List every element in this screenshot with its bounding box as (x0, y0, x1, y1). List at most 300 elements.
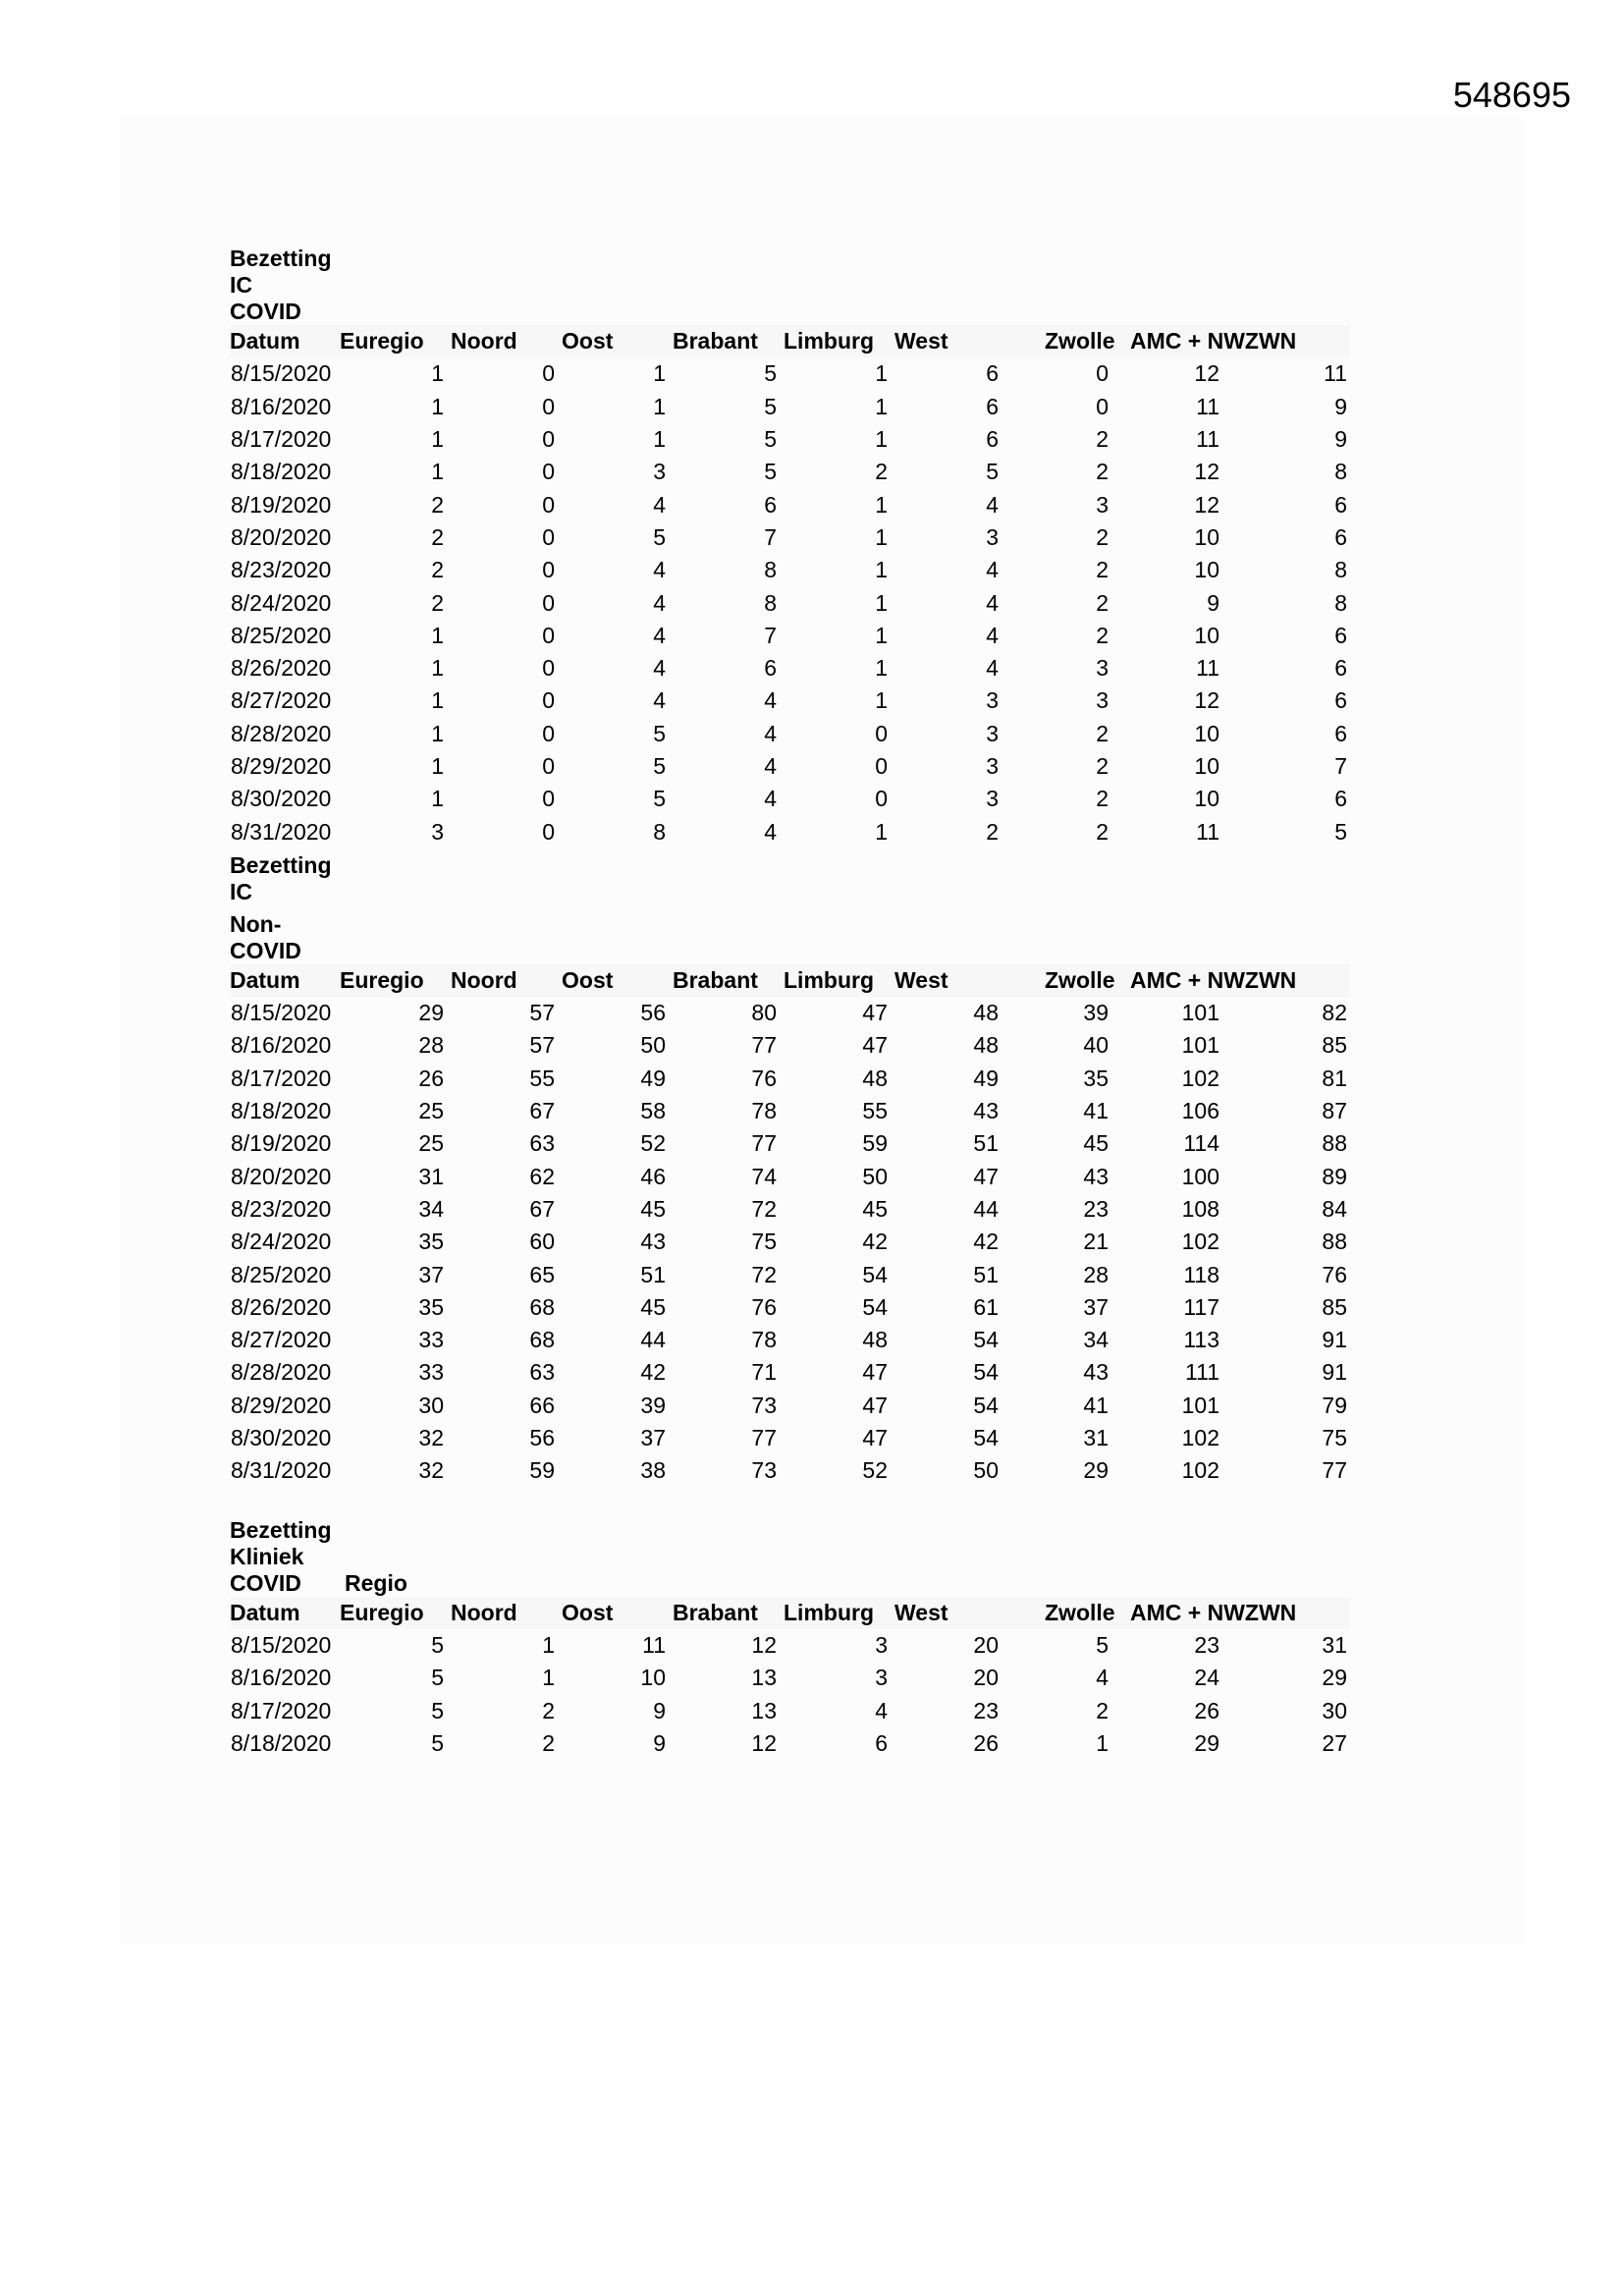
title-line: COVID (230, 937, 301, 963)
cell-amc-nwzwn: 12 (1194, 459, 1219, 485)
cell-oost: 50 (640, 1032, 666, 1059)
cell-datum: 8/16/2020 (231, 393, 332, 419)
cell-limburg: 52 (862, 1457, 888, 1484)
cell-zwolle: 29 (1083, 1457, 1109, 1484)
cell-limburg: 48 (862, 1065, 888, 1091)
cell-datum: 8/29/2020 (231, 1392, 332, 1418)
cell-last: 85 (1322, 1032, 1347, 1059)
cell-amc-nwzwn: 12 (1194, 491, 1219, 518)
cell-oost: 51 (640, 1261, 666, 1287)
cell-west: 3 (986, 687, 999, 714)
cell-brabant: 8 (764, 589, 777, 616)
cell-euregio: 30 (418, 1392, 444, 1418)
cell-oost: 11 (642, 1631, 666, 1658)
cell-limburg: 48 (862, 1327, 888, 1353)
cell-zwolle: 43 (1083, 1163, 1109, 1189)
cell-euregio: 5 (431, 1697, 444, 1723)
cell-last: 30 (1322, 1697, 1347, 1723)
cell-limburg: 45 (862, 1195, 888, 1222)
cell-brabant: 5 (764, 360, 777, 387)
title-line: Non- (230, 910, 282, 937)
cell-limburg: 1 (875, 818, 888, 845)
cell-euregio: 25 (418, 1098, 444, 1124)
header-zwolle: Zwolle (1005, 1597, 1116, 1629)
cell-oost: 4 (653, 491, 666, 518)
cell-noord: 0 (542, 459, 555, 485)
cell-datum: 8/17/2020 (231, 1065, 332, 1091)
cell-last: 75 (1322, 1425, 1347, 1451)
cell-limburg: 4 (875, 1697, 888, 1723)
cell-oost: 4 (653, 622, 666, 648)
cell-amc-nwzwn: 101 (1181, 1392, 1219, 1418)
cell-oost: 5 (653, 720, 666, 746)
cell-last: 82 (1322, 1000, 1347, 1026)
cell-last: 6 (1334, 720, 1347, 746)
header-brabant: Brabant (673, 325, 784, 357)
header-datum: Datum (230, 1597, 340, 1629)
cell-amc-nwzwn: 101 (1181, 1032, 1219, 1059)
header-row (230, 964, 1349, 997)
cell-brabant: 75 (751, 1229, 777, 1255)
cell-amc-nwzwn: 100 (1181, 1163, 1219, 1189)
cell-euregio: 2 (431, 491, 444, 518)
cell-last: 8 (1334, 459, 1347, 485)
cell-datum: 8/27/2020 (231, 687, 332, 714)
cell-datum: 8/15/2020 (231, 1000, 332, 1026)
cell-oost: 4 (653, 589, 666, 616)
cell-noord: 0 (542, 655, 555, 682)
table-row (230, 718, 1349, 750)
cell-noord: 62 (529, 1163, 555, 1189)
cell-west: 47 (973, 1163, 999, 1189)
cell-brabant: 12 (751, 1631, 777, 1658)
cell-noord: 65 (529, 1261, 555, 1287)
cell-west: 51 (973, 1130, 999, 1157)
cell-zwolle: 3 (1096, 491, 1109, 518)
cell-oost: 39 (640, 1392, 666, 1418)
cell-last: 77 (1322, 1457, 1347, 1484)
cell-noord: 1 (542, 1665, 555, 1691)
table-row (230, 750, 1349, 783)
cell-brabant: 77 (751, 1130, 777, 1157)
cell-datum: 8/26/2020 (231, 1293, 332, 1320)
cell-datum: 8/25/2020 (231, 622, 332, 648)
header-zwolle: Zwolle (1005, 325, 1116, 357)
cell-limburg: 2 (875, 459, 888, 485)
cell-amc-nwzwn: 12 (1194, 687, 1219, 714)
cell-last: 9 (1334, 393, 1347, 419)
table-row (230, 1454, 1349, 1487)
table-row (230, 1662, 1349, 1694)
cell-limburg: 47 (862, 1032, 888, 1059)
cell-amc-nwzwn: 102 (1181, 1065, 1219, 1091)
cell-limburg: 50 (862, 1163, 888, 1189)
cell-oost: 5 (653, 523, 666, 550)
cell-amc-nwzwn: 102 (1181, 1457, 1219, 1484)
cell-brabant: 5 (764, 459, 777, 485)
cell-west: 4 (986, 557, 999, 583)
cell-limburg: 1 (875, 687, 888, 714)
cell-noord: 2 (542, 1729, 555, 1756)
cell-last: 84 (1322, 1195, 1347, 1222)
cell-datum: 8/18/2020 (231, 1729, 332, 1756)
cell-euregio: 35 (418, 1293, 444, 1320)
cell-euregio: 32 (418, 1425, 444, 1451)
cell-oost: 1 (653, 393, 666, 419)
cell-noord: 0 (542, 393, 555, 419)
cell-last: 6 (1334, 491, 1347, 518)
table-row (230, 1193, 1349, 1226)
cell-euregio: 33 (418, 1327, 444, 1353)
header-euregio: Euregio (340, 325, 451, 357)
header-blank (1313, 964, 1349, 997)
header-blank (1313, 1597, 1349, 1629)
cell-noord: 0 (542, 589, 555, 616)
title-line: IC (230, 272, 252, 298)
cell-brabant: 7 (764, 622, 777, 648)
header-limburg: Limburg (784, 325, 894, 357)
cell-noord: 68 (529, 1293, 555, 1320)
cell-amc-nwzwn: 11 (1196, 655, 1219, 682)
table-row (230, 620, 1349, 652)
cell-zwolle: 21 (1083, 1229, 1109, 1255)
cell-datum: 8/31/2020 (231, 1457, 332, 1484)
cell-noord: 55 (529, 1065, 555, 1091)
cell-zwolle: 2 (1096, 426, 1109, 453)
cell-euregio: 26 (418, 1065, 444, 1091)
cell-zwolle: 3 (1096, 687, 1109, 714)
cell-datum: 8/19/2020 (231, 1130, 332, 1157)
cell-amc-nwzwn: 10 (1194, 720, 1219, 746)
table-row (230, 997, 1349, 1029)
cell-west: 5 (986, 459, 999, 485)
table-row (230, 783, 1349, 815)
cell-noord: 0 (542, 818, 555, 845)
cell-oost: 1 (653, 360, 666, 387)
cell-datum: 8/31/2020 (231, 818, 332, 845)
cell-noord: 0 (542, 720, 555, 746)
table-row (230, 1324, 1349, 1356)
cell-west: 3 (986, 523, 999, 550)
cell-limburg: 54 (862, 1293, 888, 1320)
cell-oost: 4 (653, 655, 666, 682)
cell-euregio: 5 (431, 1729, 444, 1756)
cell-west: 4 (986, 655, 999, 682)
header-west: West (894, 1597, 1005, 1629)
cell-west: 3 (986, 753, 999, 779)
cell-brabant: 4 (764, 687, 777, 714)
header-amc-nwzwn: AMC + NWZWN (1116, 964, 1313, 997)
cell-brabant: 7 (764, 523, 777, 550)
cell-zwolle: 23 (1083, 1195, 1109, 1222)
cell-brabant: 6 (764, 655, 777, 682)
cell-noord: 0 (542, 622, 555, 648)
cell-noord: 2 (542, 1697, 555, 1723)
cell-limburg: 47 (862, 1359, 888, 1386)
cell-zwolle: 39 (1083, 1000, 1109, 1026)
cell-amc-nwzwn: 10 (1194, 523, 1219, 550)
cell-west: 3 (986, 720, 999, 746)
cell-brabant: 78 (751, 1327, 777, 1353)
cell-datum: 8/16/2020 (231, 1032, 332, 1059)
cell-last: 91 (1322, 1359, 1347, 1386)
cell-west: 23 (973, 1697, 999, 1723)
cell-noord: 1 (542, 1631, 555, 1658)
cell-datum: 8/19/2020 (231, 491, 332, 518)
cell-last: 5 (1334, 818, 1347, 845)
cell-last: 76 (1322, 1261, 1347, 1287)
cell-datum: 8/30/2020 (231, 786, 332, 812)
table-row (230, 815, 1349, 847)
cell-datum: 8/27/2020 (231, 1327, 332, 1353)
section-title (230, 848, 348, 964)
cell-euregio: 5 (431, 1631, 444, 1658)
cell-limburg: 1 (875, 426, 888, 453)
cell-limburg: 47 (862, 1000, 888, 1026)
table-row (230, 1226, 1349, 1258)
cell-euregio: 2 (431, 557, 444, 583)
cell-oost: 37 (640, 1425, 666, 1451)
title-line: COVID (230, 1569, 301, 1596)
cell-west: 4 (986, 622, 999, 648)
cell-zwolle: 2 (1096, 818, 1109, 845)
cell-brabant: 6 (764, 491, 777, 518)
cell-euregio: 33 (418, 1359, 444, 1386)
cell-zwolle: 28 (1083, 1261, 1109, 1287)
cell-amc-nwzwn: 117 (1183, 1293, 1219, 1320)
cell-amc-nwzwn: 118 (1183, 1261, 1219, 1287)
cell-last: 29 (1322, 1665, 1347, 1691)
cell-limburg: 1 (875, 557, 888, 583)
cell-last: 87 (1322, 1098, 1347, 1124)
cell-noord: 66 (529, 1392, 555, 1418)
header-amc-nwzwn: AMC + NWZWN (1116, 325, 1313, 357)
table-row (230, 1422, 1349, 1454)
cell-last: 7 (1334, 753, 1347, 779)
cell-datum: 8/29/2020 (231, 753, 332, 779)
header-noord: Noord (451, 964, 562, 997)
cell-zwolle: 43 (1083, 1359, 1109, 1386)
title-line: Bezetting (230, 246, 332, 271)
cell-euregio: 1 (431, 426, 444, 453)
cell-oost: 9 (653, 1729, 666, 1756)
cell-brabant: 4 (764, 786, 777, 812)
cell-last: 27 (1322, 1729, 1347, 1756)
cell-amc-nwzwn: 10 (1194, 622, 1219, 648)
cell-noord: 67 (529, 1195, 555, 1222)
cell-west: 20 (973, 1665, 999, 1691)
cell-amc-nwzwn: 106 (1181, 1098, 1219, 1124)
cell-west: 26 (973, 1729, 999, 1756)
cell-limburg: 47 (862, 1392, 888, 1418)
cell-brabant: 77 (751, 1425, 777, 1451)
cell-euregio: 28 (418, 1032, 444, 1059)
cell-west: 48 (973, 1032, 999, 1059)
section-title (230, 246, 348, 325)
cell-euregio: 1 (431, 393, 444, 419)
cell-amc-nwzwn: 26 (1194, 1697, 1219, 1723)
title-line: Kliniek (230, 1543, 304, 1569)
cell-west: 4 (986, 491, 999, 518)
cell-last: 79 (1322, 1392, 1347, 1418)
cell-noord: 0 (542, 491, 555, 518)
cell-zwolle: 2 (1096, 622, 1109, 648)
table-row (230, 1694, 1349, 1726)
cell-amc-nwzwn: 11 (1196, 426, 1219, 453)
cell-amc-nwzwn: 10 (1194, 786, 1219, 812)
cell-noord: 63 (529, 1359, 555, 1386)
cell-amc-nwzwn: 23 (1194, 1631, 1219, 1658)
cell-limburg: 1 (875, 523, 888, 550)
cell-datum: 8/17/2020 (231, 426, 332, 453)
cell-limburg: 0 (875, 720, 888, 746)
cell-noord: 68 (529, 1327, 555, 1353)
cell-west: 49 (973, 1065, 999, 1091)
cell-west: 44 (973, 1195, 999, 1222)
cell-limburg: 59 (862, 1130, 888, 1157)
data-table (230, 1597, 1349, 1760)
header-oost: Oost (562, 1597, 673, 1629)
cell-euregio: 1 (431, 753, 444, 779)
cell-brabant: 5 (764, 426, 777, 453)
header-brabant: Brabant (673, 1597, 784, 1629)
cell-euregio: 29 (418, 1000, 444, 1026)
cell-datum: 8/23/2020 (231, 1195, 332, 1222)
cell-last: 88 (1322, 1229, 1347, 1255)
cell-west: 43 (973, 1098, 999, 1124)
cell-datum: 8/18/2020 (231, 459, 332, 485)
cell-euregio: 1 (431, 786, 444, 812)
header-blank (1313, 325, 1349, 357)
cell-datum: 8/20/2020 (231, 1163, 332, 1189)
cell-noord: 67 (529, 1098, 555, 1124)
cell-amc-nwzwn: 102 (1181, 1425, 1219, 1451)
table-row (230, 456, 1349, 488)
cell-limburg: 0 (875, 786, 888, 812)
header-noord: Noord (451, 1597, 562, 1629)
cell-west: 48 (973, 1000, 999, 1026)
cell-brabant: 8 (764, 557, 777, 583)
document-number: 548695 (1452, 75, 1571, 115)
section-title (230, 1517, 465, 1597)
section-ic-covid (230, 246, 1349, 848)
cell-brabant: 12 (751, 1729, 777, 1756)
cell-amc-nwzwn: 114 (1183, 1130, 1219, 1157)
cell-zwolle: 45 (1083, 1130, 1109, 1157)
table-row (230, 1356, 1349, 1389)
cell-west: 50 (973, 1457, 999, 1484)
cell-last: 6 (1334, 687, 1347, 714)
cell-amc-nwzwn: 111 (1185, 1359, 1219, 1386)
cell-zwolle: 2 (1096, 557, 1109, 583)
cell-oost: 42 (640, 1359, 666, 1386)
cell-oost: 43 (640, 1229, 666, 1255)
cell-last: 91 (1322, 1327, 1347, 1353)
cell-oost: 8 (653, 818, 666, 845)
cell-euregio: 25 (418, 1130, 444, 1157)
title-regio: Regio (345, 1569, 407, 1596)
cell-zwolle: 0 (1096, 360, 1109, 387)
cell-limburg: 1 (875, 589, 888, 616)
header-amc-nwzwn: AMC + NWZWN (1116, 1597, 1313, 1629)
cell-oost: 4 (653, 687, 666, 714)
cell-oost: 56 (640, 1000, 666, 1026)
cell-last: 11 (1324, 360, 1347, 387)
cell-euregio: 2 (431, 589, 444, 616)
cell-last: 6 (1334, 786, 1347, 812)
cell-brabant: 71 (751, 1359, 777, 1386)
title-line: Bezetting (230, 1516, 332, 1543)
table-row (230, 1127, 1349, 1160)
table-row (230, 652, 1349, 684)
cell-datum: 8/16/2020 (231, 1665, 332, 1691)
cell-oost: 45 (640, 1293, 666, 1320)
cell-amc-nwzwn: 10 (1194, 557, 1219, 583)
cell-amc-nwzwn: 11 (1196, 393, 1219, 419)
cell-west: 51 (973, 1261, 999, 1287)
cell-limburg: 1 (875, 622, 888, 648)
cell-brabant: 4 (764, 818, 777, 845)
cell-west: 54 (973, 1359, 999, 1386)
cell-last: 31 (1322, 1631, 1347, 1658)
cell-limburg: 1 (875, 655, 888, 682)
cell-euregio: 1 (431, 622, 444, 648)
cell-west: 61 (973, 1293, 999, 1320)
cell-noord: 0 (542, 426, 555, 453)
cell-oost: 38 (640, 1457, 666, 1484)
cell-zwolle: 2 (1096, 720, 1109, 746)
cell-datum: 8/15/2020 (231, 360, 332, 387)
table-row (230, 357, 1349, 390)
cell-zwolle: 0 (1096, 393, 1109, 419)
cell-zwolle: 5 (1096, 1631, 1109, 1658)
cell-oost: 52 (640, 1130, 666, 1157)
section-kliniek-covid (230, 1517, 1349, 1760)
cell-west: 42 (973, 1229, 999, 1255)
cell-euregio: 1 (431, 720, 444, 746)
cell-euregio: 1 (431, 687, 444, 714)
cell-oost: 9 (653, 1697, 666, 1723)
cell-datum: 8/23/2020 (231, 557, 332, 583)
cell-west: 20 (973, 1631, 999, 1658)
header-oost: Oost (562, 325, 673, 357)
header-euregio: Euregio (340, 964, 451, 997)
cell-oost: 49 (640, 1065, 666, 1091)
header-limburg: Limburg (784, 964, 894, 997)
cell-euregio: 31 (418, 1163, 444, 1189)
title-line: IC (230, 878, 252, 904)
cell-brabant: 77 (751, 1032, 777, 1059)
cell-euregio: 2 (431, 523, 444, 550)
cell-amc-nwzwn: 108 (1181, 1195, 1219, 1222)
cell-brabant: 13 (751, 1697, 777, 1723)
table-row (230, 1161, 1349, 1193)
cell-oost: 58 (640, 1098, 666, 1124)
cell-amc-nwzwn: 102 (1181, 1229, 1219, 1255)
cell-amc-nwzwn: 11 (1196, 818, 1219, 845)
cell-datum: 8/18/2020 (231, 1098, 332, 1124)
cell-limburg: 3 (875, 1665, 888, 1691)
cell-datum: 8/24/2020 (231, 589, 332, 616)
cell-last: 9 (1334, 426, 1347, 453)
cell-limburg: 55 (862, 1098, 888, 1124)
cell-noord: 0 (542, 360, 555, 387)
cell-noord: 59 (529, 1457, 555, 1484)
cell-euregio: 32 (418, 1457, 444, 1484)
cell-west: 4 (986, 589, 999, 616)
cell-brabant: 74 (751, 1163, 777, 1189)
cell-amc-nwzwn: 9 (1207, 589, 1219, 616)
